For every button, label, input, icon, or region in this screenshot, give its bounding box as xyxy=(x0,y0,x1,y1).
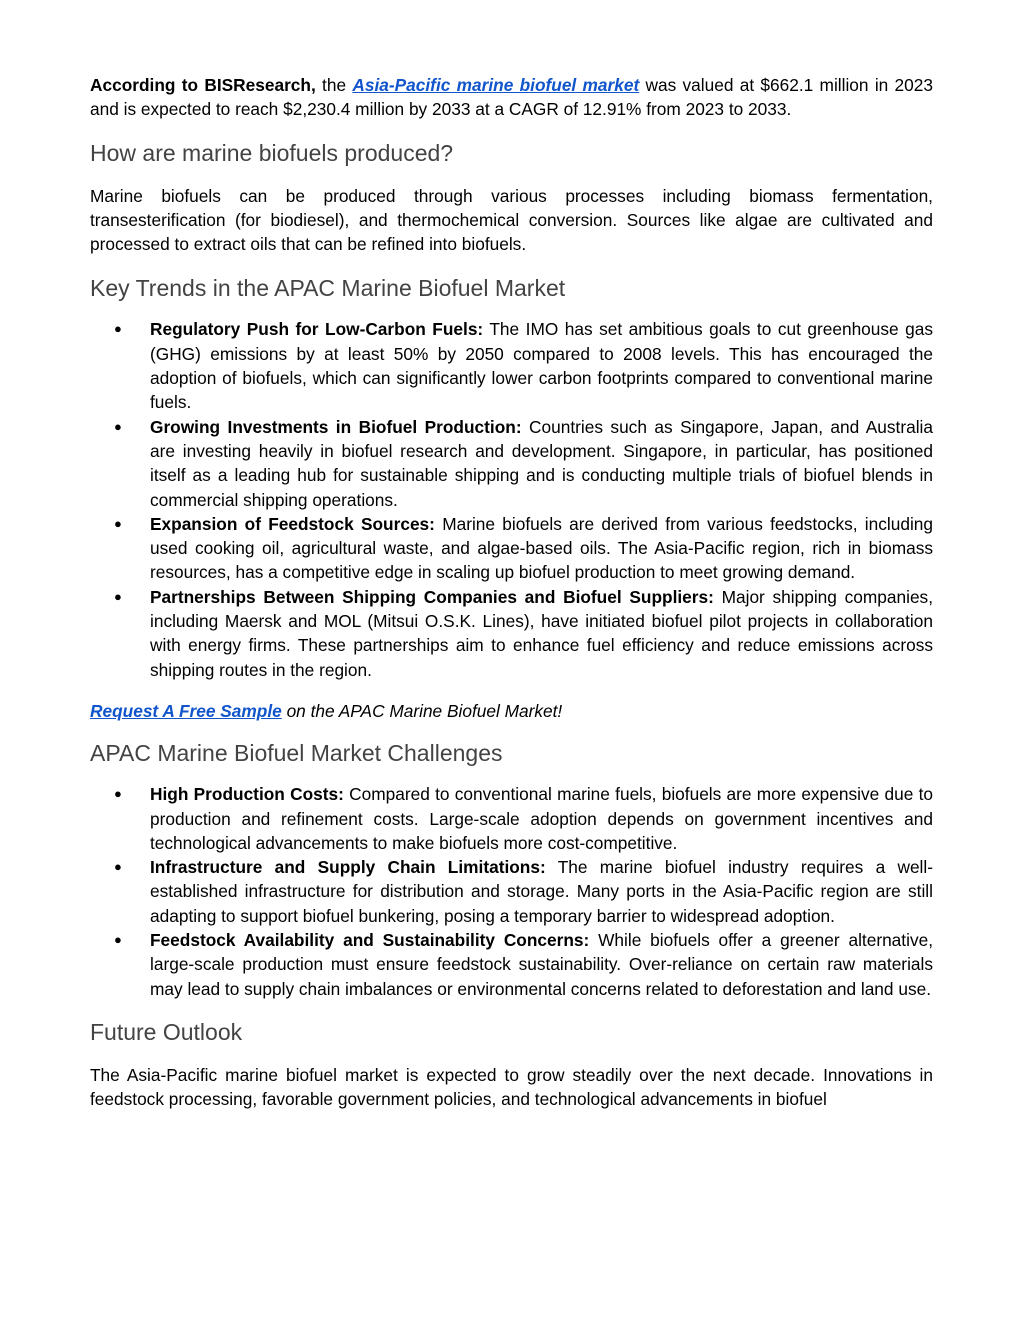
intro-lead-bold: According to BISResearch, xyxy=(90,75,316,95)
document-page xyxy=(90,73,933,1112)
intro-rest: was valued at $662.1 million in 2023 and is expected to reach $2,230.4 million by 2033 at a CAGR of 12.91% from 2023 to 2033. xyxy=(90,75,933,120)
intro-paragraph xyxy=(90,73,933,122)
heading-outlook: Future Outlook xyxy=(90,1018,243,1045)
request-sample-link[interactable]: Request A Free Sample xyxy=(90,700,282,721)
intro-lead-pre: the xyxy=(315,75,353,95)
list-item-text: Countries such as Singapore, Japan, and Australia are investing heavily in biofuel research and development. Singapore, in particular, has positioned itself as a leading hub for sustainable shipping and is conducting multiple trials of biofuel blends in commercial shipping operations. xyxy=(150,416,933,510)
list-item-text: Marine biofuels are derived from various feedstocks, including used cooking oil, agricultural waste, and algae-based oils. The Asia-Pacific region, rich in biomass resources, has a competitive edge in scaling up biofuel production to meet growing demand. xyxy=(150,513,934,583)
list-item-title: Expansion of Feedstock Sources: xyxy=(150,513,435,534)
list-item xyxy=(90,928,933,1001)
trends-list xyxy=(90,317,933,681)
list-item-text: Major shipping companies, including Maersk and MOL (Mitsui O.S.K. Lines), have initiated biofuel pilot projects in collaboration with energy firms. These partnerships aim to enhance fuel efficiency and reduce emissions across shipping routes in the region. xyxy=(150,586,933,680)
heading-trends: Key Trends in the APAC Marine Biofuel Market xyxy=(90,275,566,302)
list-item xyxy=(90,585,933,682)
list-item-text: The IMO has set ambitious goals to cut greenhouse gas (GHG) emissions by at least 50% by 2050 compared to 2008 levels. This has encouraged the adoption of biofuels, which can significantly lower carbon footprints compared to conventional marine fuels. xyxy=(150,319,934,413)
list-item xyxy=(90,782,933,855)
heading-challenges: APAC Marine Biofuel Market Challenges xyxy=(90,740,503,767)
bullet-icon: ● xyxy=(114,859,122,875)
list-item xyxy=(90,512,933,585)
challenges-list xyxy=(90,782,933,1001)
list-item-text: The marine biofuel industry requires a well-established infrastructure for distribution and storage. Many ports in the Asia-Pacific region are still adapting to support biofuel bunkering, posing a temporary barrier to widespread adoption. xyxy=(150,857,933,926)
list-item-text: While biofuels offer a greener alternative, large-scale production must ensure feedstock sustainability. Over-reliance on certain raw materials may lead to supply chain imbalances or environmental concerns related to deforestation and land use. xyxy=(150,930,933,999)
list-item-text: Compared to conventional marine fuels, biofuels are more expensive due to production and refinement costs. Large-scale adoption depends on government incentives and technological advancements to make biofuels more cost-competitive. xyxy=(150,784,933,853)
bullet-icon: ● xyxy=(114,418,122,434)
sample-request-rest: on the APAC Marine Biofuel Market! xyxy=(281,700,563,721)
sample-request-line xyxy=(90,699,933,723)
bullet-icon: ● xyxy=(114,588,122,604)
bullet-icon: ● xyxy=(114,786,122,802)
bullet-icon: ● xyxy=(114,321,122,337)
heading-produced: How are marine biofuels produced? xyxy=(90,139,454,166)
bullet-icon: ● xyxy=(114,515,122,531)
list-item-title: Regulatory Push for Low-Carbon Fuels: xyxy=(150,319,484,340)
market-report-link[interactable]: Asia-Pacific marine biofuel market xyxy=(352,75,640,95)
bullet-icon: ● xyxy=(114,932,122,948)
outlook-paragraph: The Asia-Pacific marine biofuel market is expected to grow steadily over the next decade. Innovations in feedstock processing, favorable government policies, and technological advancements in biofuel xyxy=(90,1064,933,1110)
list-item xyxy=(90,415,933,512)
produced-paragraph: Marine biofuels can be produced through various processes including biomass fermentation, transesterification (for biodiesel), and thermochemical conversion. Sources like algae are cultivated and processed to extract oils that can be refined into biofuels. xyxy=(90,185,933,255)
list-item-title: Growing Investments in Biofuel Production: xyxy=(150,416,522,437)
list-item-title: Feedstock Availability and Sustainability Concerns: xyxy=(150,930,590,951)
list-item-title: Partnerships Between Shipping Companies and Biofuel Suppliers: xyxy=(150,586,714,607)
list-item-title: High Production Costs: xyxy=(150,784,344,805)
list-item-title: Infrastructure and Supply Chain Limitations: xyxy=(150,857,546,878)
list-item xyxy=(90,855,933,928)
list-item xyxy=(90,317,933,414)
